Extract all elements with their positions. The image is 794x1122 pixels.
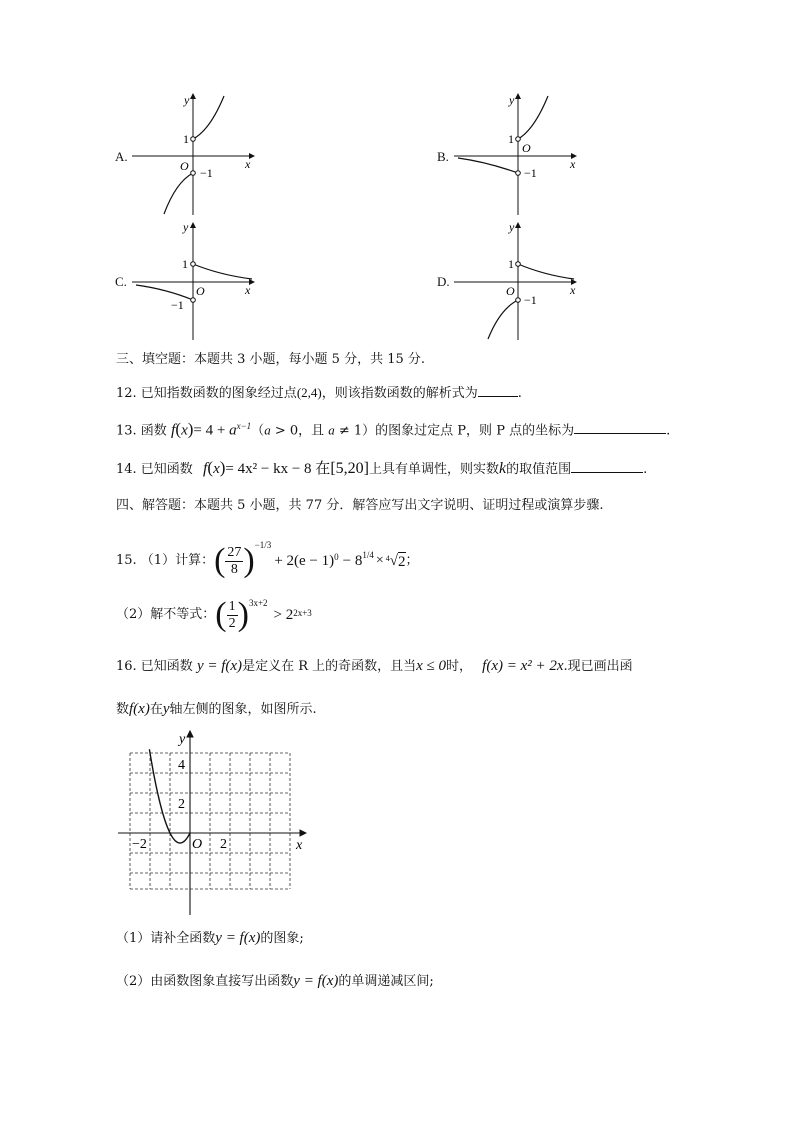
q14-text: 14. 已知函数 — [116, 462, 193, 477]
y-label: y — [509, 220, 515, 234]
q16-p2: （2）由函数图象直接写出函数 — [116, 974, 294, 989]
question-12 — [116, 382, 522, 403]
q15-num2: 1 — [228, 598, 236, 614]
origin-label: O — [522, 141, 531, 155]
q16-line2-b: 在 — [149, 702, 163, 717]
x-label: x — [570, 283, 576, 297]
curve-right — [193, 264, 252, 279]
q13-answer-blank[interactable] — [574, 419, 666, 434]
graph-origin: O — [192, 837, 203, 852]
section-3-heading: 三、填空题：本题共 3 小题，每小题 5 分，共 15 分. — [116, 352, 426, 367]
question-16-line-2 — [116, 700, 317, 719]
open-point — [516, 171, 521, 176]
q14-answer-blank[interactable] — [571, 458, 643, 473]
q14-x: x — [213, 461, 220, 477]
option-b-label[interactable]: B. — [437, 149, 449, 164]
q14-text-b: 上具有单调性，则实数 — [368, 462, 499, 477]
q16-fx: f(x) = x² + 2x — [482, 658, 564, 674]
q15-root-index: 4 — [385, 554, 390, 563]
q15-exp0: 0 — [334, 552, 339, 562]
curve-right — [518, 96, 548, 139]
tick-one: 1 — [508, 132, 514, 146]
option-a-graph — [130, 90, 270, 220]
q13-text: 13. 函数 — [116, 423, 167, 439]
q13-a: a — [229, 422, 237, 439]
q15-exp4: 2x+3 — [293, 608, 312, 618]
q13-cond-d: a — [328, 422, 335, 438]
question-16-part-2 — [116, 972, 434, 991]
q13-cond-c: > 0，且 — [270, 423, 329, 439]
curve-left — [458, 158, 518, 173]
option-c-label[interactable]: C. — [115, 274, 127, 289]
q15-exp1: −1/3 — [254, 540, 272, 550]
q14-f: f — [202, 460, 208, 477]
q13-cond-e: ≠ 1）的图象过定点 P，则 P 点的坐标为 — [334, 423, 575, 439]
q16-cond: x ≤ 0 — [416, 658, 447, 674]
q16-p2-b: 的单调递减区间; — [338, 974, 434, 989]
y-label: y — [509, 93, 515, 107]
q15-den2: 2 — [228, 615, 236, 631]
q14-k: k — [498, 460, 507, 477]
q15-gt: > 2 — [273, 607, 294, 623]
q16-p1-expr: y = f(x) — [215, 930, 261, 946]
q13-f: f — [170, 421, 176, 439]
q12-end: . — [517, 386, 522, 401]
q16-expr: y = f(x) — [196, 658, 243, 674]
origin-label: O — [196, 284, 205, 298]
graph-x-label: x — [296, 838, 303, 853]
curve-left — [164, 173, 193, 214]
question-15-part-1: 15. （1）计算： ( $\frac{27}{8}$ ) $^{-1/3}$ + 2(e − 1) $^0$ − 8 $^{1/4}$ × 4 √ 2 ； — [116, 536, 419, 586]
q15-root-val: 2 — [398, 553, 406, 570]
open-point — [516, 298, 521, 303]
tick-minus-one: −1 — [171, 298, 184, 312]
curve-left — [488, 300, 518, 339]
q16-line2-y: y — [162, 701, 170, 717]
option-b-graph — [452, 90, 582, 220]
tick-minus-one: −1 — [524, 166, 537, 180]
q15-p1-label: 15. （1）计算： — [116, 553, 215, 568]
question-16-part-1 — [116, 929, 304, 948]
q16-p1: （1）请补全函数 — [116, 931, 216, 946]
curve-left — [136, 285, 193, 300]
curve-right — [193, 96, 224, 139]
q13-exp: x−1 — [236, 421, 252, 431]
q15-exp2: 1/4 — [362, 550, 374, 560]
graph-y-label: y — [179, 732, 186, 747]
q14-text-c: 的取值范围 — [506, 462, 572, 477]
section-4-heading: 四、解答题：本题共 5 小题，共 77 分．解答应写出文字说明、证明过程或演算步骤. — [116, 498, 604, 513]
q13-eq: = 4 + — [193, 422, 230, 439]
q15-semi: ； — [405, 553, 419, 568]
q15-minus: − 8 — [342, 553, 363, 569]
q14-end: . — [643, 462, 648, 477]
q15-den: 8 — [230, 561, 238, 577]
q12-answer-blank[interactable] — [478, 382, 518, 397]
q15-p2-label: （2）解不等式： — [116, 607, 216, 622]
q13-x: x — [181, 422, 188, 439]
tick-one: 1 — [182, 257, 188, 271]
q14-interval: [5,20] — [330, 460, 369, 477]
question-13: 13. 函数 $f(x)= 4 + a^{x-1}(a > 0$，且 a ≠ 1）的图象过定点 P，则 P 点的坐标为 . — [116, 419, 671, 439]
q12-point: (2,4) — [296, 385, 322, 400]
q16-line1-b: 是定义在 R 上的奇函数，且当 — [242, 659, 417, 674]
q16-line2-a: 数 — [116, 702, 130, 717]
question-15-part-2: （2）解不等式： ( $\frac{1}{2}$ ) $^{3x+2}$ > 2 2x+3 — [116, 596, 312, 633]
q15-num: 27 — [227, 544, 242, 560]
q15-exp3: 3x+2 — [248, 598, 268, 608]
tick-x-2: 2 — [220, 837, 227, 852]
q16-line1-c: 时， — [446, 659, 473, 674]
origin-label: O — [506, 284, 515, 298]
open-point — [516, 137, 521, 142]
q16-line2-c: 轴左侧的图象，如图所示. — [169, 702, 317, 717]
q16-graph — [110, 725, 320, 920]
q13-cond: （ — [251, 423, 265, 439]
x-label: x — [570, 157, 576, 171]
tick-x-minus-2: −2 — [132, 837, 147, 852]
option-a-label[interactable]: A. — [115, 149, 128, 164]
question-16-line-1 — [116, 657, 633, 676]
q16-line1-d: .现已画出函 — [563, 659, 633, 674]
curve-right — [518, 264, 574, 279]
open-point — [191, 262, 196, 267]
x-label: x — [245, 157, 251, 171]
q15-mid: + 2(e − 1) — [274, 553, 335, 569]
tick-one: 1 — [183, 132, 189, 146]
q13-cond-a: a — [264, 422, 271, 438]
q12-text-b: ，则该指数函数的解析式为 — [321, 386, 478, 401]
y-label: y — [183, 220, 189, 234]
tick-minus-one: −1 — [200, 166, 213, 180]
open-point — [191, 137, 196, 142]
option-d-label[interactable]: D. — [437, 274, 450, 289]
q15-fraction — [225, 545, 243, 578]
tick-y-2: 2 — [178, 797, 185, 812]
q16-p1-b: 的图象; — [260, 931, 304, 946]
q15-times: × — [375, 553, 384, 568]
tick-y-4: 4 — [178, 758, 185, 773]
x-label: x — [245, 283, 251, 297]
tick-minus-one: −1 — [524, 293, 537, 307]
option-d-graph — [452, 215, 582, 345]
q16-line1-a: 16. 已知函数 — [116, 659, 193, 674]
q16-line2-f: f(x) — [129, 701, 150, 717]
q13-end: . — [666, 423, 671, 439]
y-label: y — [184, 93, 190, 107]
q15-fraction-2 — [227, 599, 238, 632]
q16-p2-expr: y = f(x) — [293, 973, 339, 989]
option-c-graph — [130, 215, 260, 345]
open-point — [191, 298, 196, 303]
open-point — [191, 171, 196, 176]
q12-text: 12. 已知指数函数的图象经过点 — [116, 386, 297, 401]
tick-one: 1 — [508, 257, 514, 271]
open-point — [516, 262, 521, 267]
origin-label: O — [180, 159, 189, 173]
question-14: 14. 已知函数 f(x)= 4x² − kx − 8 在[5,20]上具有单调性，则实数k的取值范围 . — [116, 458, 648, 477]
q14-expr: = 4x² − kx − 8 在 — [225, 461, 331, 477]
